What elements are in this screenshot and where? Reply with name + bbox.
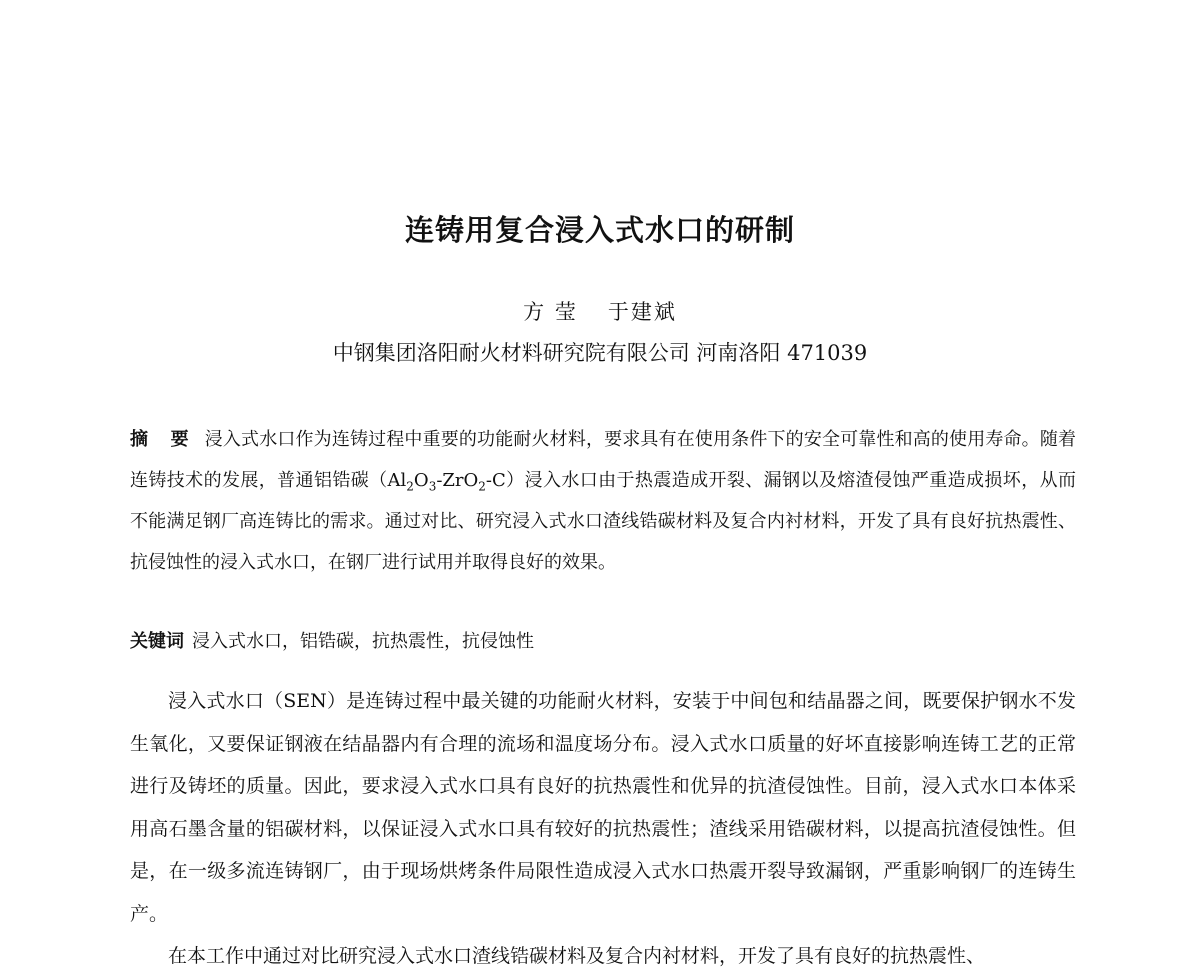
- keywords: [130, 625, 1076, 659]
- paper-title: 连铸用复合浸入式水口的研制: [404, 213, 795, 247]
- abstract-label: 摘 要: [130, 429, 197, 450]
- abstract-text-b: -C）浸入水口由于热震造成开裂、漏钢以及熔渣侵蚀严重造成损坏，从而不能满足钢厂高连铸比的需求。通过对比、研究浸入式水口渣线锆碳材料及复合内衬材料，开发了具有良好抗热震性、抗侵蚀性的浸入式水口，在钢厂进行试用并取得良好的效果。: [130, 470, 1076, 573]
- keywords-text: 浸入式水口，铝锆碳，抗热震性，抗侵蚀性: [192, 631, 534, 652]
- body-paragraph: 在本工作中通过对比研究浸入式水口渣线锆碳材料及复合内衬材料，开发了具有良好的抗热震性、: [168, 945, 986, 967]
- formula-subscript: 2: [478, 479, 486, 494]
- affiliation: 中钢集团洛阳耐火材料研究院有限公司 河南洛阳 471039: [332, 341, 868, 365]
- author-name: 于建斌: [607, 300, 677, 324]
- body-text: [130, 680, 1076, 978]
- abstract-text-a: 浸入式水口作为连铸过程中重要的功能耐火材料，要求具有在使用条件下的安全可靠性和高的使用寿命。随着连铸技术的发展，普通铝锆碳（Al: [130, 429, 1076, 491]
- formula-subscript: 3: [428, 479, 437, 494]
- author-name: 方 莹: [523, 300, 578, 324]
- abstract: [130, 419, 1076, 583]
- keywords-label: 关键词: [130, 631, 184, 652]
- body-paragraph: 浸入式水口（SEN）是连铸过程中最关键的功能耐火材料，安装于中间包和结晶器之间，既要保护钢水不发生氧化，又要保证钢液在结晶器内有合理的流场和温度场分布。浸入式水口质量的好坏直接影响连铸工艺的正常进行及铸坯的质量。因此，要求浸入式水口具有良好的抗热震性和优异的抗渣侵蚀性。目前，浸入式水口本体采用高石墨含量的铝碳材料，以保证浸入式水口具有较好的抗热震性；渣线采用锆碳材料，以提高抗渣侵蚀性。但是，在一级多流连铸钢厂，由于现场烘烤条件局限性造成浸入式水口热震开裂导致漏钢，严重影响钢厂的连铸生产。: [130, 690, 1076, 925]
- formula-part: O: [413, 470, 429, 491]
- author-list: [0, 296, 1200, 326]
- formula-subscript: 2: [406, 479, 414, 494]
- formula-part: -ZrO: [436, 470, 479, 491]
